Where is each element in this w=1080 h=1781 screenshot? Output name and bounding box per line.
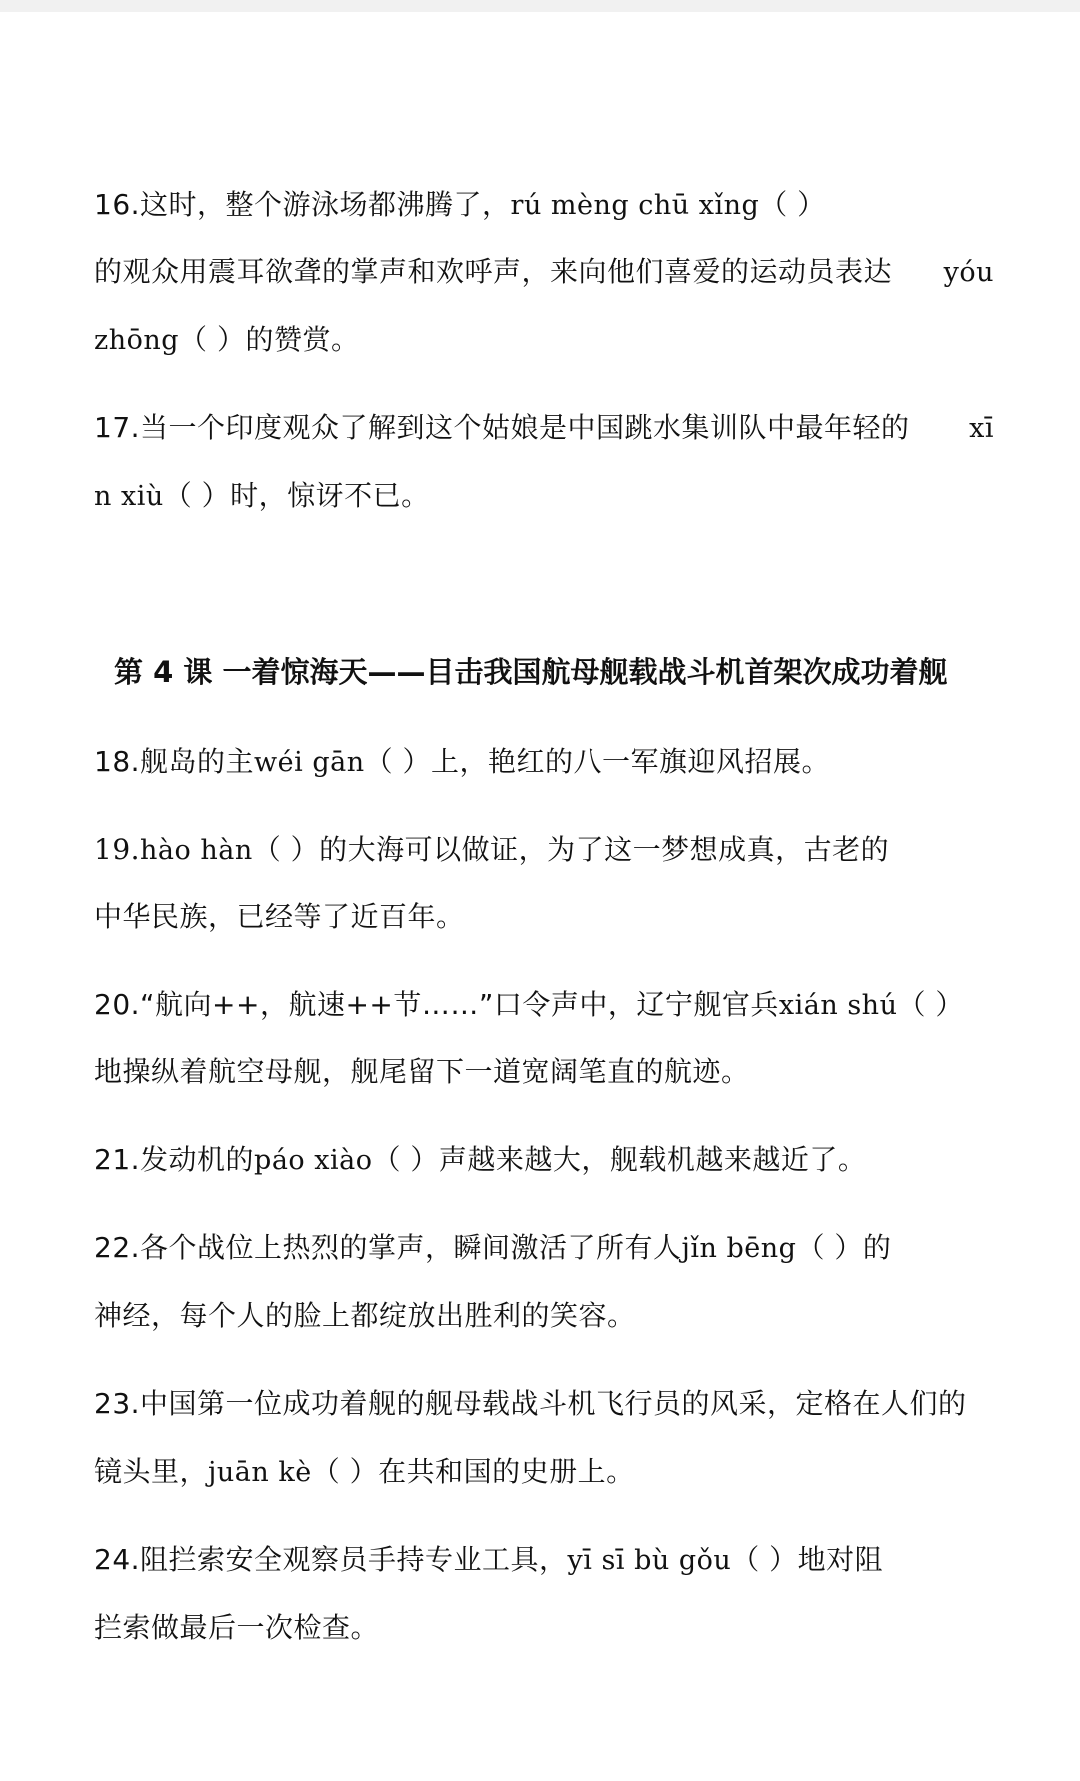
question-16-text-2: 的观众用震耳欲聋的掌声和欢呼声，来向他们喜爱的运动员表达 [94, 255, 893, 288]
question-19-line-2 [94, 897, 465, 937]
question-19-line-1 [94, 830, 889, 871]
question-19-pinyin: hào hàn [140, 835, 253, 866]
question-16-pinyin: rú mèng chū xǐng [510, 190, 760, 221]
question-23-text: 23.中国第一位成功着舰的舰母载战斗机飞行员的风采，定格在人们的 [94, 1387, 967, 1420]
question-22-line-2 [94, 1296, 636, 1336]
question-20-line-2 [94, 1052, 750, 1092]
question-17-line-1-pinyin [969, 408, 994, 449]
question-22-line-1 [94, 1228, 891, 1269]
question-19-number: 19. [94, 833, 141, 866]
question-16-line-3 [94, 320, 359, 361]
question-21-line [94, 1140, 866, 1181]
question-21-pinyin: páo xiào [254, 1145, 373, 1176]
question-21-text: 21.发动机的 [94, 1143, 255, 1176]
question-16-answer-blank-2[interactable]: （ ）的赞赏。 [179, 323, 360, 356]
question-24-text: 24.阻拦索安全观察员手持专业工具， [94, 1543, 568, 1576]
question-24-answer-blank[interactable]: （ ）地对阻 [731, 1543, 884, 1576]
question-22-text-2: 神经，每个人的脸上都绽放出胜利的笑容。 [94, 1299, 636, 1332]
question-16-answer-blank[interactable]: （ ） [759, 188, 826, 221]
question-24-pinyin: yī sī bù gǒu [567, 1545, 732, 1576]
question-17-line-1 [94, 408, 910, 448]
question-17-line-2 [94, 476, 430, 517]
question-17-pinyin-2: n xiù [94, 481, 164, 512]
question-24-line-2 [94, 1608, 379, 1648]
question-24-line-1 [94, 1540, 883, 1581]
question-16-line-2 [94, 252, 892, 292]
question-18-line [94, 742, 830, 783]
question-23-answer-blank[interactable]: （ ）在共和国的史册上。 [311, 1455, 635, 1488]
question-23-line-1 [94, 1384, 967, 1424]
question-22-answer-blank[interactable]: （ ）的 [796, 1231, 892, 1264]
question-20-text: 20.“航向++，航速++节……”口令声中，辽宁舰官兵 [94, 988, 779, 1021]
question-18-answer-blank[interactable]: （ ）上，艳红的八一军旗迎风招展。 [364, 745, 831, 778]
top-status-strip [0, 0, 1080, 12]
question-21-answer-blank[interactable]: （ ）声越来越大，舰载机越来越近了。 [372, 1143, 867, 1176]
question-20-text-2: 地操纵着航空母舰，舰尾留下一道宽阔笔直的航迹。 [94, 1055, 750, 1088]
question-23-line-2 [94, 1452, 635, 1493]
question-19-answer-blank[interactable]: （ ）的大海可以做证，为了这一梦想成真，古老的 [252, 833, 890, 866]
question-16-text: 16.这时，整个游泳场都沸腾了， [94, 188, 511, 221]
question-22-text: 22.各个战位上热烈的掌声，瞬间激活了所有人 [94, 1231, 682, 1264]
question-17-text: 17.当一个印度观众了解到这个姑娘是中国跳水集训队中最年轻的 [94, 411, 910, 444]
question-18-text: 18.舰岛的主 [94, 745, 255, 778]
question-20-pinyin: xián shú [778, 990, 898, 1021]
question-19-text-2: 中华民族，已经等了近百年。 [94, 900, 465, 933]
question-16-line-2-pinyin [944, 252, 994, 293]
question-16-pinyin-2: yóu [943, 257, 994, 288]
question-24-text-2: 拦索做最后一次检查。 [94, 1611, 380, 1644]
lesson-heading: 第 4 课 一着惊海天——目击我国航母舰载战斗机首架次成功着舰 [114, 655, 948, 689]
question-17-answer-blank[interactable]: （ ）时，惊讶不已。 [163, 479, 430, 512]
question-22-pinyin: jǐn bēng [681, 1233, 797, 1264]
question-23-pinyin: juān kè [208, 1457, 312, 1488]
question-23-text-2: 镜头里， [94, 1455, 209, 1488]
question-17-pinyin: xī [969, 413, 994, 444]
question-20-line-1 [94, 985, 964, 1026]
question-16-pinyin-3: zhōng [94, 325, 180, 356]
question-16-line-1 [94, 185, 826, 226]
question-18-pinyin: wéi gān [254, 747, 365, 778]
question-20-answer-blank[interactable]: （ ） [897, 988, 964, 1021]
